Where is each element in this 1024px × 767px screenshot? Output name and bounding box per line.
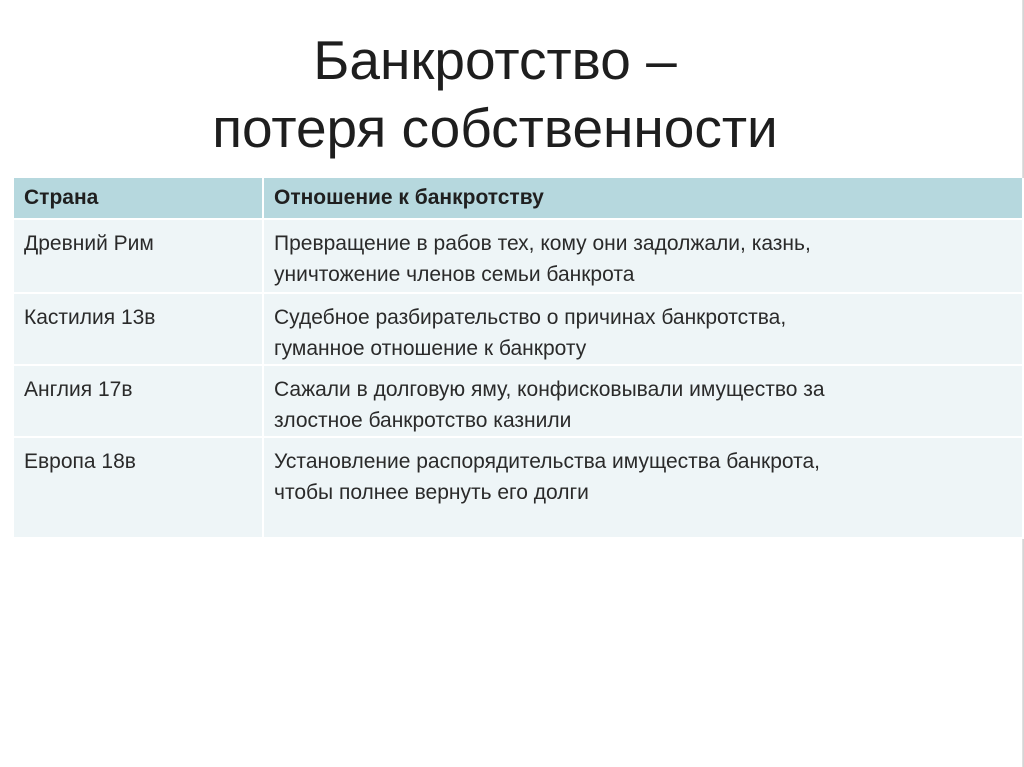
cell-country: Европа 18в (14, 438, 264, 539)
cell-attitude (264, 366, 1024, 438)
table-row (14, 220, 1024, 294)
cell-attitude-line: чтобы полнее вернуть его долги (274, 481, 589, 504)
table-row (14, 294, 1024, 366)
cell-attitude-line: уничтожение членов семьи банкрота (274, 263, 635, 286)
cell-attitude (264, 438, 1024, 539)
cell-attitude-line: Сажали в долговую яму, конфисковывали имущество за (274, 378, 825, 401)
header-country: Страна (14, 178, 264, 220)
bankruptcy-history-table (14, 178, 1024, 539)
table-row (14, 438, 1024, 539)
cell-country: Англия 17в (14, 366, 264, 438)
cell-country: Древний Рим (14, 220, 264, 294)
cell-attitude-line: Превращение в рабов тех, кому они задолжали, казнь, (274, 232, 811, 255)
header-attitude: Отношение к банкротству (264, 178, 1024, 220)
cell-country: Кастилия 13в (14, 294, 264, 366)
slide-title-line-1: Банкротство – (313, 29, 677, 91)
table-header-row (14, 178, 1024, 220)
cell-attitude (264, 220, 1024, 294)
slide-title (0, 26, 990, 162)
cell-attitude (264, 294, 1024, 366)
cell-attitude-line: гуманное отношение к банкроту (274, 337, 587, 360)
cell-attitude-line: злостное банкротство казнили (274, 409, 572, 432)
table-row (14, 366, 1024, 438)
slide-title-line-2: потеря собственности (212, 97, 778, 159)
cell-attitude-line: Установление распорядительства имущества банкрота, (274, 450, 821, 473)
cell-attitude-line: Судебное разбирательство о причинах банкротства, (274, 306, 787, 329)
